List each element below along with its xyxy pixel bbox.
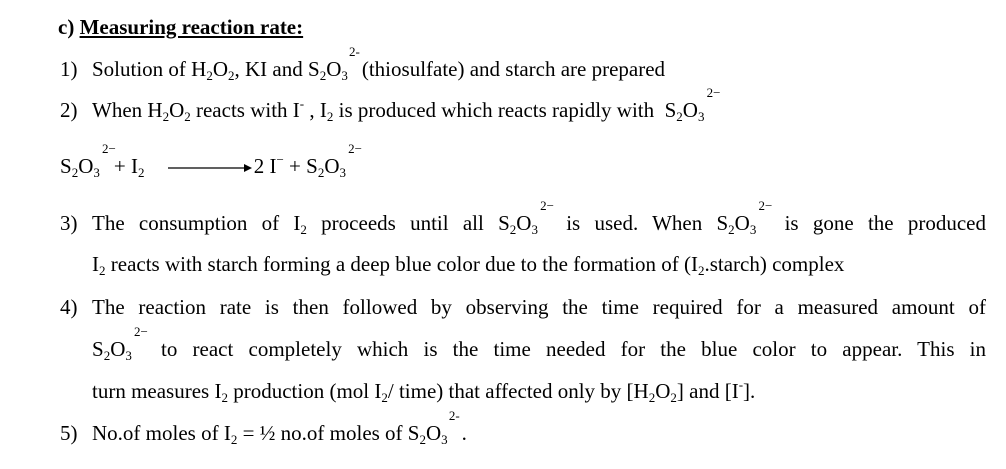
section-label: c) — [58, 15, 75, 39]
list-item: 3) The consumption of $I_2$ proceeds until all $S_2O_3$ 2− is used. When $S_2O_3$ 2− is gone the produced — [60, 198, 986, 237]
list-item: 1) Solution of $H_2O_2$, KI and $S_2O_3$ 2- (thiosulfate) and starch are prepared — [60, 44, 666, 83]
item-number: 5) — [60, 421, 78, 445]
item-number: 4) — [60, 295, 78, 319]
item-number: 1) — [60, 57, 78, 81]
section-title: Measuring reaction rate: — [79, 15, 304, 39]
list-item: 5) No.of moles of $I_2$ = ½ no.of moles of $S_2O_3$ 2- . — [60, 408, 467, 447]
reaction-equation: $S_2O_3$ 2− + $I_2$ 2 $I^- + S_2O_3$ 2− — [60, 141, 362, 180]
list-item-continuation: $S_2O_3$ 2− to react completely which is the time needed for the blue color to appear. This in — [92, 324, 986, 363]
item-number: 3) — [60, 211, 78, 235]
list-item-continuation: $I_2$ reacts with starch forming a deep blue color due to the formation of $(I_2.starch)$ complex — [92, 252, 845, 278]
list-item: 2) When $H_2O_2$ reacts with I- , $I_2$ is produced which reacts rapidly with $S_2O_3$ 2− — [60, 85, 721, 124]
list-item-continuation: turn measures $I_2$ production (mol $I_2/$ time) that affected only by $[H_2O_2]$ and [I-]. — [92, 377, 756, 405]
list-item: 4) The reaction rate is then followed by observing the time required for a measured amount of — [60, 295, 986, 319]
section-heading — [58, 14, 303, 40]
item-number: 2) — [60, 98, 78, 122]
reaction-arrow-icon — [168, 162, 252, 174]
